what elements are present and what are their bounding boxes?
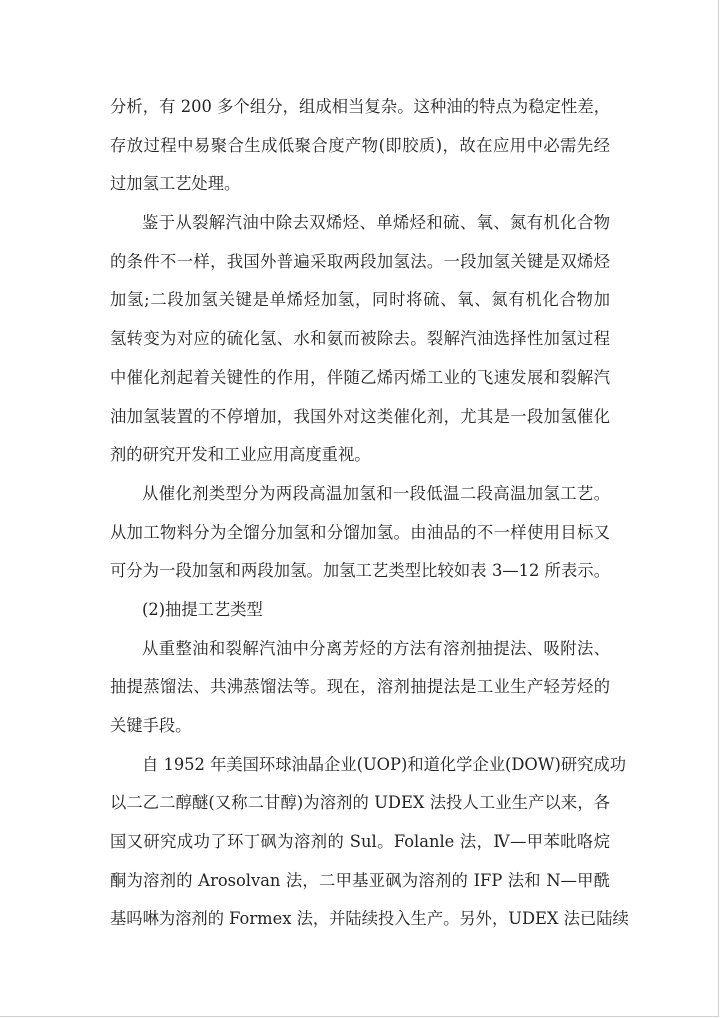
text-line: 过加氢工艺处理。 — [110, 174, 241, 194]
paragraph-process-classification — [110, 475, 610, 591]
text-line: 氢转变为对应的硫化氢、水和氨而被除去。裂解汽油选择性加氢过程 — [110, 329, 610, 349]
document-body — [110, 88, 629, 939]
text-line: 从催化剂类型分为两段高温加氢和一段低温二段高温加氢工艺。 — [142, 483, 610, 503]
text-line: 从重整油和裂解汽油中分离芳烃的方法有溶剂抽提法、吸附法、 — [142, 638, 610, 658]
text-line: 抽提蒸馏法、共沸蒸馏法等。现在，溶剂抽提法是工业生产轻芳烃的 — [110, 677, 610, 697]
text-line: 酮为溶剂的 Arosolvan 法，二甲基亚砜为溶剂的 IFP 法和 N—甲酰 — [110, 870, 610, 890]
paragraph-udex-history — [110, 746, 629, 939]
text-line: 剂的研究开发和工业应用高度重视。 — [110, 445, 371, 465]
text-line: 可分为一段加氢和两段加氢。加氢工艺类型比较如表 3—12 所表示。 — [110, 561, 610, 581]
text-line: 自 1952 年美国环球油晶企业(UOP)和道化学企业(DOW)研究成功 — [142, 754, 626, 774]
text-line: 油加氢装置的不停增加，我国外对这类催化剂，尤其是一段加氢催化 — [110, 406, 610, 426]
text-line: 以二乙二醇醚(又称二甘醇)为溶剂的 UDEX 法投人工业生产以来，各 — [110, 793, 610, 813]
heading-text: (2)抽提工艺类型 — [142, 599, 263, 619]
text-line: 的条件不一样，我国外普遍采取两段加氢法。一段加氢关键是双烯烃 — [110, 251, 610, 271]
paragraph-extraction-methods — [110, 630, 610, 746]
text-line: 加氢;二段加氢关键是单烯烃加氢，同时将硫、氧、氮有机化合物加 — [110, 290, 610, 310]
text-line: 国又研究成功了环丁砜为溶剂的 Sul。Folanle 法，Ⅳ—甲苯吡咯烷 — [110, 832, 610, 852]
text-line: 存放过程中易聚合生成低聚合度产物(即胶质)，故在应用中必需先经 — [110, 135, 610, 155]
text-line: 分析，有 200 多个组分，组成相当复杂。这种油的特点为稳定性差， — [110, 97, 610, 116]
text-line: 基吗啉为溶剂的 Formex 法，并陆续投入生产。另外，UDEX 法已陆续 — [110, 909, 629, 929]
text-line: 关键手段。 — [110, 716, 192, 735]
paragraph-continuation — [110, 88, 610, 204]
text-line: 从加工物料分为全馏分加氢和分馏加氢。由油品的不一样使用目标又 — [110, 522, 610, 542]
text-line: 鉴于从裂解汽油中除去双烯烃、单烯烃和硫、氧、氮有机化合物 — [142, 213, 610, 233]
section-heading — [110, 591, 610, 630]
paragraph-hydrogenation-stages — [110, 204, 610, 475]
text-line: 中催化剂起着关键性的作用，伴随乙烯丙烯工业的飞速发展和裂解汽 — [110, 367, 610, 387]
